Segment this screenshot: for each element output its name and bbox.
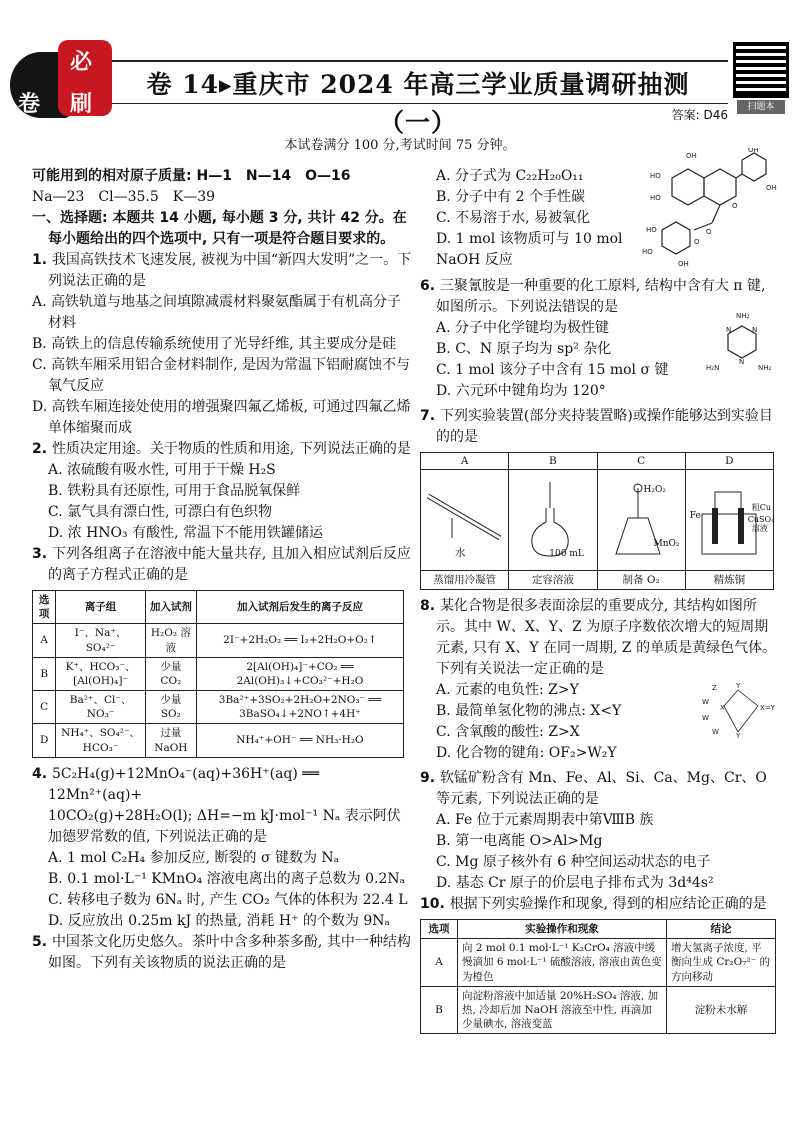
table-cell: Ba²⁺、Cl⁻、NO₃⁻	[56, 691, 145, 724]
q3-header-cell: 离子组	[56, 591, 145, 624]
volumetric-flask-diagram	[509, 470, 597, 571]
q2-option-d: D. 浓 HNO₃ 有酸性, 常温下不能用铁罐储运	[48, 525, 323, 541]
header-rule-top	[112, 60, 728, 62]
table-cell: C	[33, 691, 56, 724]
table-cell: NH₄⁺+OH⁻ ══ NH₃·H₂O	[196, 724, 403, 757]
svg-text:NH₂: NH₂	[758, 364, 772, 372]
q9-option-b: B. 第一电离能 O>Al>Mg	[436, 833, 603, 849]
table-cell: 少量 SO₂	[145, 691, 196, 724]
q10-header-cell: 结论	[667, 920, 776, 939]
table-cell: D	[33, 724, 56, 757]
q1-option-c: C. 高铁车厢采用铝合金材料制作, 是因为常温下铝耐腐蚀不与氧气反应	[32, 357, 411, 394]
logo-top-char: 必	[70, 50, 93, 75]
exam-note: 本试卷满分 100 分,考试时间 75 分钟。	[284, 138, 516, 153]
question-8-stem: 8. 某化合物是很多表面涂层的重要成分, 其结构如图所示。其中 W、X、Y、Z 为原子序数依次增大的短周期元素, 只有 X、Y 在同一周期, Z 的单质是黄绿色气体。下列有关说法一定正确的是	[420, 598, 777, 677]
svg-text:W: W	[702, 714, 709, 722]
q6-option-b: B. C、N 原子均为 sp² 杂化	[436, 341, 612, 357]
q6-option-d: D. 六元环中键角均为 120°	[436, 383, 606, 399]
table-cell: 2[Al(OH)₄]⁻+CO₂ ══ 2Al(OH)₃↓+CO₃²⁻+H₂O	[196, 657, 403, 690]
apparatus-label-d: D	[686, 453, 773, 470]
crude-cu-label: 粗Cu	[751, 503, 772, 512]
q5-option-c: C. 不易溶于水, 易被氧化	[436, 210, 591, 226]
answer-ref: 答案: D46	[671, 108, 728, 122]
question-2-stem: 2. 性质决定用途。关于物质的性质和用途, 下列说法正确的是	[32, 441, 411, 457]
apparatus-caption-c: 制备 O₂	[598, 571, 686, 589]
q4-option-c: C. 转移电子数为 6Nₐ 时, 产生 CO₂ 气体的体积为 22.4 L	[48, 891, 408, 908]
svg-text:N: N	[752, 326, 758, 334]
question-6-stem: 6. 三聚氰胺是一种重要的化工原料, 结构中含有大 π 键, 如图所示。下列说法错误的是	[420, 278, 766, 315]
atomic-masses-1: 可能用到的相对原子质量: H—1 N—14 O—16	[32, 168, 351, 184]
mno2-label: MnO₂	[653, 539, 680, 549]
header-rule-bottom	[112, 103, 728, 104]
q3-header-cell: 加入试剂	[145, 591, 196, 624]
table-cell: 增大氢离子浓度, 平衡向生成 Cr₂O₇²⁻ 的方向移动	[667, 939, 776, 987]
question-1-stem: 1. 我国高铁技术飞速发展, 被视为中国“新四大发明”之一。下列说法正确的是	[32, 252, 412, 289]
question-10-stem: 10. 根据下列实验操作和现象, 得到的相应结论正确的是	[420, 896, 767, 912]
question-4-stem: 4. 5C₂H₄(g)+12MnO₄⁻(aq)+36H⁺(aq) ══ 12Mn²⁺(aq)+	[32, 765, 320, 803]
svg-text:Z: Z	[712, 684, 717, 692]
q8-options-block	[420, 680, 780, 768]
q5-options-block	[420, 148, 780, 276]
table-cell: 过量 NaOH	[145, 724, 196, 757]
volume-label: 100 mL	[549, 549, 584, 559]
table-cell: 少量 CO₂	[145, 657, 196, 690]
table-cell: 2I⁻+2H₂O₂ ══ I₂+2H₂O+O₂↑	[196, 624, 403, 657]
q2-option-b: B. 铁粉具有还原性, 可用于食品脱氧保鲜	[48, 483, 301, 499]
book-logo	[10, 40, 112, 124]
cuso4-label: CuSO₄溶液	[747, 515, 775, 533]
table-cell: B	[33, 657, 56, 690]
svg-text:W: W	[702, 698, 709, 706]
q8-option-c: C. 含氧酸的酸性: Z>X	[436, 724, 580, 740]
svg-text:N: N	[726, 326, 732, 334]
question-5-stem: 5. 中国茶文化历史悠久。茶叶中含多种茶多酚, 其中一种结构如图。下列有关该物质的说法正确的是	[32, 933, 411, 971]
svg-text:HO: HO	[642, 248, 653, 256]
svg-text:N: N	[739, 358, 745, 366]
question-7-stem: 7. 下列实验装置(部分夹持装置略)或操作能够达到实验目的的是	[420, 408, 773, 445]
table-cell: 3Ba²⁺+3SO₂+2H₂O+2NO₃⁻ ══ 3BaSO₄↓+2NO↑+4H⁺	[196, 691, 403, 724]
q7-apparatus-table	[420, 452, 774, 590]
q9-option-a: A. Fe 位于元素周期表中第ⅧB 族	[436, 812, 654, 828]
question-3-stem: 3. 下列各组离子在溶液中能大量共存, 且加入相应试剂后反应的离子方程式正确的是	[32, 546, 411, 583]
svg-text:W: W	[712, 728, 719, 736]
q8-option-d: D. 化合物的键角: OF₂>W₂Y	[436, 745, 617, 761]
table-row	[421, 939, 776, 987]
table-row	[33, 657, 404, 690]
q5-option-b: B. 分子中有 2 个手性碳	[436, 189, 585, 205]
q10-header-cell: 实验操作和现象	[458, 920, 667, 939]
catechin-structure-diagram	[642, 148, 780, 268]
q9-option-d: D. 基态 Cr 原子的价层电子排布式为 3d⁴4s²	[436, 875, 714, 891]
q8-option-b: B. 最简单氢化物的沸点: X<Y	[436, 703, 622, 719]
svg-text:O: O	[694, 238, 700, 246]
fe-label: Fe	[689, 511, 701, 521]
svg-text:OH: OH	[678, 260, 689, 268]
apparatus-caption-a: 蒸馏用冷凝管	[421, 571, 509, 589]
q9-option-c: C. Mg 原子核外有 6 种空间运动状态的电子	[436, 854, 711, 870]
h2o2-label: H₂O₂	[643, 485, 666, 495]
svg-text:HO: HO	[650, 194, 661, 202]
svg-text:OH: OH	[748, 148, 759, 154]
q10-table	[420, 919, 776, 1034]
table-cell: NH₄⁺、SO₄²⁻、HCO₃⁻	[56, 724, 145, 757]
q4-option-d: D. 反应放出 0.25m kJ 的热量, 消耗 H⁺ 的个数为 9Nₐ	[48, 912, 390, 929]
table-row	[33, 624, 404, 657]
oxygen-generator-diagram	[598, 470, 686, 571]
page-title: 卷 14▸重庆市 2024 年高三学业质量调研抽测（一）	[146, 70, 690, 137]
q5-option-d: D. 1 mol 该物质可与 10 mol NaOH 反应	[436, 231, 623, 268]
qr-code-icon[interactable]	[733, 42, 789, 98]
svg-text:HO: HO	[650, 172, 661, 180]
q1-option-d: D. 高铁车厢连接处使用的增强聚四氟乙烯板, 可通过四氟乙烯单体缩聚而成	[32, 399, 411, 436]
table-cell: A	[33, 624, 56, 657]
condenser-diagram	[421, 470, 509, 571]
svg-text:O: O	[732, 202, 738, 210]
svg-text:OH: OH	[686, 152, 697, 160]
table-cell: B	[421, 986, 458, 1034]
svg-text:X: X	[720, 704, 725, 712]
apparatus-caption-d: 精炼铜	[713, 574, 746, 586]
section-1-heading: 一、选择题: 本题共 14 小题, 每小题 3 分, 共计 42 分。在每小题给出的四个选项中, 只有一项是符合题目要求的。	[32, 210, 407, 247]
q6-option-a: A. 分子中化学键均为极性键	[436, 320, 610, 336]
q6-option-c: C. 1 mol 该分子中含有 15 mol σ 键	[436, 362, 669, 378]
question-4-stem-cont: 10CO₂(g)+28H₂O(l); ΔH=−m kJ·mol⁻¹ Nₐ 表示阿伏加德罗常数的值, 下列说法正确的是	[48, 807, 401, 845]
apparatus-label-a: A	[421, 453, 509, 470]
left-column	[32, 166, 414, 974]
qr-label: 扫题本	[737, 100, 785, 114]
svg-text:H₂N: H₂N	[706, 364, 720, 372]
q8-option-a: A. 元素的电负性: Z>Y	[436, 682, 579, 698]
table-row	[33, 691, 404, 724]
q5-option-a: A. 分子式为 C₂₂H₂₀O₁₁	[436, 168, 584, 184]
svg-text:OH: OH	[766, 184, 777, 192]
q3-table	[32, 590, 404, 758]
table-cell: H₂O₂ 溶液	[145, 624, 196, 657]
q4-option-a: A. 1 mol C₂H₄ 参加反应, 断裂的 σ 键数为 Nₐ	[48, 849, 340, 866]
svg-text:Y: Y	[736, 682, 741, 690]
table-cell: A	[421, 939, 458, 987]
apparatus-caption-b: 定容溶液	[509, 571, 597, 589]
svg-text:NH₂: NH₂	[736, 312, 750, 320]
q2-option-a: A. 浓硫酸有吸水性, 可用于干燥 H₂S	[48, 462, 276, 478]
table-cell: 向淀粉溶液中加适量 20%H₂SO₄ 溶液, 加热, 冷却后加 NaOH 溶液至中性, 再滴加少量碘水, 溶液变蓝	[458, 986, 667, 1034]
svg-text:O: O	[706, 228, 712, 236]
right-column	[420, 148, 780, 1040]
table-cell: 淀粉未水解	[667, 986, 776, 1034]
q10-header-cell: 选项	[421, 920, 458, 939]
apparatus-label-c: C	[598, 453, 686, 470]
atomic-masses-2: Na—23 Cl—35.5 K—39	[32, 189, 216, 205]
table-row	[33, 724, 404, 757]
melamine-structure-diagram	[706, 310, 778, 382]
question-9-stem: 9. 软锰矿粉含有 Mn、Fe、Al、Si、Ca、Mg、Cr、O 等元素, 下列说法正确的是	[420, 770, 767, 807]
water-label: 水	[455, 547, 466, 559]
logo-left-char: 卷	[18, 92, 41, 117]
table-cell: K⁺、HCO₃⁻、[Al(OH)₄]⁻	[56, 657, 145, 690]
q4-option-b: B. 0.1 mol·L⁻¹ KMnO₄ 溶液电离出的离子总数为 0.2Nₐ	[48, 870, 405, 887]
svg-text:HO: HO	[646, 226, 657, 234]
copper-refining-diagram	[686, 470, 773, 571]
svg-text:X=Y: X=Y	[760, 704, 775, 712]
q3-header-cell: 加入试剂后发生的离子反应	[196, 591, 403, 624]
table-row	[421, 986, 776, 1034]
q1-option-a: A. 高铁轨道与地基之间填隙减震材料聚氨酯属于有机高分子材料	[32, 294, 402, 331]
table-cell: I⁻、Na⁺、SO₄²⁻	[56, 624, 145, 657]
q2-option-c: C. 氯气具有漂白性, 可漂白有色织物	[48, 504, 273, 520]
logo-right-char: 刷	[70, 92, 93, 117]
table-cell: 向 2 mol 0.1 mol·L⁻¹ K₂CrO₄ 溶液中缓慢滴加 6 mol·L⁻¹ 硫酸溶液, 溶液由黄色变为橙色	[458, 939, 667, 987]
apparatus-label-b: B	[509, 453, 597, 470]
q3-header-cell: 选项	[33, 591, 56, 624]
q6-options-block	[420, 312, 780, 406]
wxyz-structure-diagram	[702, 680, 778, 750]
q1-option-b: B. 高铁上的信息传输系统使用了光导纤维, 其主要成分是硅	[32, 336, 397, 352]
svg-text:Y: Y	[736, 732, 741, 740]
